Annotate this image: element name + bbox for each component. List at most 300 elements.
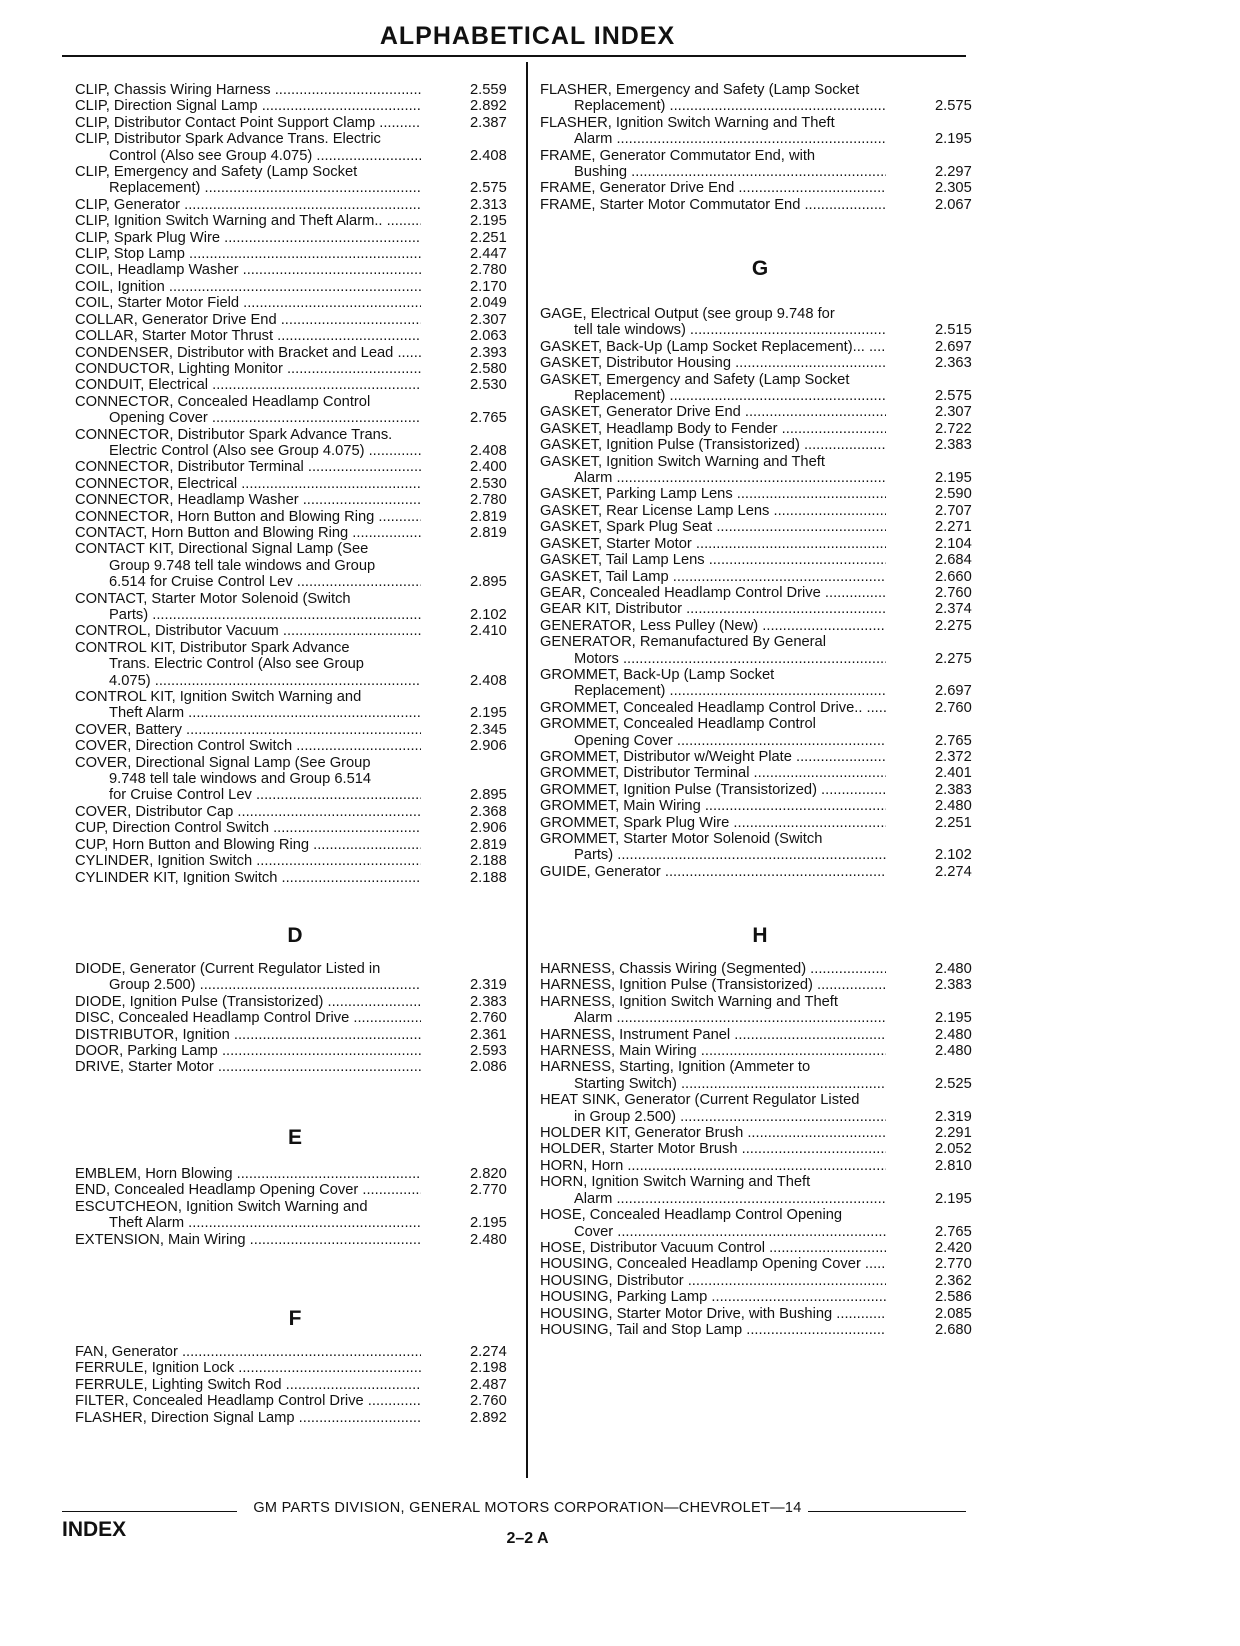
- index-entry: [75, 1360, 515, 1376]
- entry-text: [540, 115, 886, 148]
- entry-page-ref: 2.275: [935, 617, 972, 634]
- index-entry: [75, 525, 515, 541]
- index-entry: [540, 421, 980, 437]
- entry-line: Bushing .....: [540, 164, 886, 180]
- entry-text: [540, 815, 886, 831]
- entry-line: GEAR, Concealed Headlamp Control Drive .....: [540, 585, 886, 601]
- entry-page-ref: 2.780: [470, 492, 507, 509]
- index-entry: [540, 977, 980, 993]
- entry-page-ref: 2.195: [470, 213, 507, 230]
- entry-text: [75, 197, 421, 213]
- entry-page-ref: 2.530: [470, 475, 507, 492]
- entry-line: HOUSING, Parking Lamp .....: [540, 1289, 886, 1305]
- entry-page-ref: 2.195: [935, 131, 972, 148]
- section-f: [75, 1344, 515, 1426]
- index-entry: [540, 404, 980, 420]
- index-entry: [75, 492, 515, 508]
- index-entry: [540, 355, 980, 371]
- entry-line: FLASHER, Emergency and Safety (Lamp Socket: [540, 82, 860, 98]
- entry-page-ref: 2.372: [935, 748, 972, 765]
- index-entry: [75, 1344, 515, 1360]
- entry-line: HORN, Horn .....: [540, 1158, 886, 1174]
- entry-text: [540, 1322, 886, 1338]
- index-entry: [75, 246, 515, 262]
- entry-line: FLASHER, Ignition Switch Warning and Theft: [540, 114, 835, 131]
- entry-line: in Group 2.500) .....: [540, 1109, 886, 1125]
- entry-line: FAN, Generator .....: [75, 1344, 421, 1360]
- entry-line: GROMMET, Ignition Pulse (Transistorized) .....: [540, 782, 886, 798]
- entry-text: [75, 82, 421, 98]
- entry-page-ref: 2.593: [470, 1043, 507, 1060]
- index-entry: [540, 1125, 980, 1141]
- entry-text: [540, 1273, 886, 1289]
- entry-page-ref: 2.408: [470, 147, 507, 164]
- entry-line: COVER, Distributor Cap .....: [75, 804, 421, 820]
- left-column-f-list: [75, 1344, 515, 1426]
- entry-page-ref: 2.188: [470, 853, 507, 870]
- entry-page-ref: 2.660: [935, 568, 972, 585]
- entry-line: HORN, Ignition Switch Warning and Theft: [540, 1174, 811, 1191]
- index-entry: [75, 230, 515, 246]
- letter-heading-e: E: [287, 1126, 302, 1149]
- entry-text: [75, 295, 421, 311]
- entry-page-ref: 2.271: [935, 519, 972, 536]
- entry-text: [75, 1360, 421, 1376]
- index-entry: [75, 98, 515, 114]
- entry-text: [540, 1059, 886, 1092]
- entry-text: [540, 716, 886, 749]
- entry-line: GASKET, Parking Lamp Lens .....: [540, 486, 886, 502]
- entry-text: [75, 164, 421, 197]
- entry-page-ref: 2.307: [935, 404, 972, 421]
- entry-page-ref: 2.770: [470, 1182, 507, 1199]
- entry-text: [540, 421, 886, 437]
- entry-page-ref: 2.480: [935, 1043, 972, 1060]
- entry-page-ref: 2.401: [935, 765, 972, 782]
- entry-line: CONTROL, Distributor Vacuum .....: [75, 623, 421, 639]
- entry-text: [75, 541, 421, 590]
- entry-line: CUP, Horn Button and Blowing Ring .....: [75, 837, 421, 853]
- entry-line: DRIVE, Starter Motor .....: [75, 1059, 421, 1075]
- entry-page-ref: 2.895: [470, 574, 507, 591]
- entry-line: Replacement) .....: [540, 683, 886, 699]
- entry-page-ref: 2.307: [470, 311, 507, 328]
- entry-text: [540, 1125, 886, 1141]
- entry-page-ref: 2.684: [935, 552, 972, 569]
- left-column-e-list: [75, 1166, 515, 1248]
- entry-text: [75, 312, 421, 328]
- entry-line: Alarm .....: [540, 1010, 886, 1026]
- entry-line: GASKET, Back-Up (Lamp Socket Replacement)... .....: [540, 339, 886, 355]
- entry-text: [540, 618, 886, 634]
- entry-line: CLIP, Distributor Spark Advance Trans. Electric: [75, 131, 381, 148]
- entry-text: [75, 755, 421, 804]
- index-entry: [75, 623, 515, 639]
- entry-line: GROMMET, Starter Motor Solenoid (Switch: [540, 831, 823, 847]
- entry-line: DOOR, Parking Lamp .....: [75, 1043, 421, 1059]
- entry-line: 4.075) .....: [75, 673, 421, 689]
- entry-line: tell tale windows) .....: [540, 322, 886, 338]
- entry-text: [540, 961, 886, 977]
- index-entry: [540, 765, 980, 781]
- index-entry: [540, 1240, 980, 1256]
- left-column-e: [75, 1127, 515, 1149]
- entry-page-ref: 2.052: [935, 1141, 972, 1158]
- entry-text: [75, 394, 421, 427]
- entry-page-ref: 2.368: [470, 803, 507, 820]
- entry-text: [75, 1344, 421, 1360]
- entry-page-ref: 2.195: [935, 1010, 972, 1027]
- entry-line: Replacement) .....: [540, 388, 886, 404]
- entry-line: COIL, Headlamp Washer .....: [75, 262, 421, 278]
- entry-text: [75, 591, 421, 624]
- entry-line: HOUSING, Tail and Stop Lamp .....: [540, 1322, 886, 1338]
- entry-text: [540, 486, 886, 502]
- entry-line: CONDUCTOR, Lighting Monitor .....: [75, 361, 421, 377]
- index-entry: [540, 82, 980, 115]
- entry-line: FRAME, Starter Motor Commutator End .....: [540, 197, 886, 213]
- entry-page-ref: 2.906: [470, 738, 507, 755]
- entry-text: [540, 1092, 886, 1125]
- entry-page-ref: 2.198: [470, 1360, 507, 1377]
- entry-text: [540, 601, 886, 617]
- entry-line: FRAME, Generator Commutator End, with: [540, 147, 816, 164]
- entry-line: Replacement) .....: [540, 98, 886, 114]
- entry-text: [75, 279, 421, 295]
- entry-line: FLASHER, Direction Signal Lamp .....: [75, 1410, 421, 1426]
- entry-line: Alarm .....: [540, 131, 886, 147]
- index-entry: [540, 536, 980, 552]
- entry-text: [75, 1010, 421, 1026]
- entry-line: GASKET, Emergency and Safety (Lamp Socket: [540, 371, 850, 388]
- entry-line: Trans. Electric Control (Also see Group: [109, 656, 364, 673]
- entry-page-ref: 2.387: [470, 114, 507, 131]
- entry-page-ref: 2.313: [470, 196, 507, 213]
- entry-text: [75, 213, 421, 229]
- index-entry: [75, 870, 515, 886]
- entry-page-ref: 2.063: [470, 328, 507, 345]
- entry-text: [75, 427, 421, 460]
- entry-line: HOLDER KIT, Generator Brush .....: [540, 1125, 886, 1141]
- entry-line: for Cruise Control Lev .....: [75, 787, 421, 803]
- entry-page-ref: 2.275: [935, 650, 972, 667]
- entry-page-ref: 2.697: [935, 338, 972, 355]
- index-entry: [540, 486, 980, 502]
- index-entry: [540, 700, 980, 716]
- index-entry: [75, 164, 515, 197]
- index-entry: [540, 716, 980, 749]
- index-entry: [540, 831, 980, 864]
- entry-line: GASKET, Generator Drive End .....: [540, 404, 886, 420]
- entry-page-ref: 2.195: [470, 1215, 507, 1232]
- index-entry: [540, 148, 980, 181]
- entry-line: CLIP, Chassis Wiring Harness .....: [75, 82, 421, 98]
- entry-line: HOSE, Distributor Vacuum Control .....: [540, 1240, 886, 1256]
- entry-page-ref: 2.525: [935, 1075, 972, 1092]
- entry-text: [75, 1377, 421, 1393]
- entry-page-ref: 2.580: [470, 360, 507, 377]
- index-entry: [540, 1043, 980, 1059]
- index-entry: [75, 738, 515, 754]
- entry-line: DISTRIBUTOR, Ignition .....: [75, 1027, 421, 1043]
- entry-page-ref: 2.319: [470, 977, 507, 994]
- entry-line: EMBLEM, Horn Blowing .....: [75, 1166, 421, 1182]
- entry-text: [75, 509, 421, 525]
- index-entry: [75, 279, 515, 295]
- entry-page-ref: 2.086: [470, 1059, 507, 1076]
- right-column-g-list: [540, 306, 980, 880]
- entry-line: GROMMET, Concealed Headlamp Control Drive.. .....: [540, 700, 886, 716]
- entry-text: [75, 853, 421, 869]
- entry-page-ref: 2.102: [470, 607, 507, 623]
- entry-text: [75, 525, 421, 541]
- entry-text: [75, 994, 421, 1010]
- entry-page-ref: 2.697: [935, 683, 972, 700]
- section-c: [75, 82, 515, 886]
- entry-page-ref: 2.447: [470, 246, 507, 263]
- index-entry: [75, 459, 515, 475]
- entry-line: CYLINDER KIT, Ignition Switch .....: [75, 870, 421, 886]
- entry-page-ref: 2.575: [470, 180, 507, 197]
- entry-line: HOSE, Concealed Headlamp Control Opening: [540, 1207, 843, 1224]
- entry-text: [540, 994, 886, 1027]
- entry-line: Theft Alarm .....: [75, 1215, 421, 1231]
- entry-page-ref: 2.820: [470, 1166, 507, 1182]
- entry-line: Starting Switch) .....: [540, 1076, 886, 1092]
- entry-page-ref: 2.819: [470, 836, 507, 853]
- entry-line: HARNESS, Chassis Wiring (Segmented) .....: [540, 961, 886, 977]
- index-entry: [540, 782, 980, 798]
- entry-line: CUP, Direction Control Switch .....: [75, 820, 421, 836]
- entry-text: [75, 492, 421, 508]
- entry-text: [540, 1240, 886, 1256]
- entry-line: CONNECTOR, Electrical .....: [75, 476, 421, 492]
- index-entry: [75, 1410, 515, 1426]
- entry-line: HOUSING, Concealed Headlamp Opening Cover .....: [540, 1256, 886, 1272]
- entry-line: GASKET, Ignition Switch Warning and Theft: [540, 453, 825, 470]
- index-entry: [540, 372, 980, 405]
- entry-text: [540, 355, 886, 371]
- entry-text: [75, 640, 421, 689]
- index-entry: [75, 591, 515, 624]
- entry-page-ref: 2.393: [470, 344, 507, 361]
- entry-line: Parts) .....: [540, 847, 886, 863]
- entry-text: [540, 197, 886, 213]
- entry-page-ref: 2.305: [935, 180, 972, 197]
- entry-line: DISC, Concealed Headlamp Control Drive .....: [75, 1010, 421, 1026]
- entry-line: Cover .....: [540, 1224, 886, 1240]
- entry-page-ref: 2.530: [470, 377, 507, 394]
- entry-text: [540, 1141, 886, 1157]
- entry-page-ref: 2.274: [470, 1344, 507, 1360]
- left-column-d-list: [75, 961, 515, 1076]
- entry-page-ref: 2.345: [470, 721, 507, 738]
- entry-page-ref: 2.251: [935, 814, 972, 831]
- entry-line: HARNESS, Starting, Ignition (Ammeter to: [540, 1059, 811, 1076]
- entry-text: [540, 536, 886, 552]
- entry-text: [540, 831, 886, 864]
- index-entry: [75, 994, 515, 1010]
- entry-text: [75, 722, 421, 738]
- entry-line: Control (Also see Group 4.075) .....: [75, 148, 421, 164]
- index-entry: [75, 1010, 515, 1026]
- index-entry: [540, 1289, 980, 1305]
- entry-text: [540, 339, 886, 355]
- entry-line: CONDUIT, Electrical .....: [75, 377, 421, 393]
- entry-line: DIODE, Ignition Pulse (Transistorized) .....: [75, 994, 421, 1010]
- entry-text: [75, 377, 421, 393]
- entry-page-ref: 2.765: [935, 1223, 972, 1240]
- entry-page-ref: 2.104: [935, 535, 972, 552]
- left-column-f: [75, 1308, 515, 1330]
- entry-line: GROMMET, Concealed Headlamp Control: [540, 716, 816, 733]
- entry-line: CONNECTOR, Horn Button and Blowing Ring .....: [75, 509, 421, 525]
- section-e: [75, 1166, 515, 1248]
- title-rule: [62, 55, 966, 57]
- entry-line: Electric Control (Also see Group 4.075) .....: [75, 443, 421, 459]
- entry-line: CONTROL KIT, Ignition Switch Warning and: [75, 689, 362, 706]
- entry-line: COIL, Starter Motor Field .....: [75, 295, 421, 311]
- entry-page-ref: 2.420: [935, 1239, 972, 1256]
- entry-text: [540, 306, 886, 339]
- entry-text: [75, 1059, 421, 1075]
- entry-line: GASKET, Tail Lamp .....: [540, 569, 886, 585]
- entry-text: [75, 1027, 421, 1043]
- letter-heading-g: G: [751, 257, 769, 280]
- entry-text: [75, 476, 421, 492]
- entry-line: HOUSING, Distributor .....: [540, 1273, 886, 1289]
- index-entry: [540, 1027, 980, 1043]
- index-entry: [75, 1377, 515, 1393]
- entry-page-ref: 2.819: [470, 524, 507, 541]
- index-entry: [75, 804, 515, 820]
- entry-page-ref: 2.722: [935, 420, 972, 437]
- entry-line: Motors .....: [540, 651, 886, 667]
- index-entry: [540, 634, 980, 667]
- entry-page-ref: 2.760: [935, 699, 972, 716]
- index-entry: [540, 1273, 980, 1289]
- index-entry: [75, 1232, 515, 1248]
- entry-text: [540, 765, 886, 781]
- entry-page-ref: 2.575: [935, 388, 972, 405]
- entry-page-ref: 2.480: [935, 1026, 972, 1043]
- right-column-g: [540, 258, 980, 280]
- index-entry: [540, 815, 980, 831]
- index-entry: [75, 295, 515, 311]
- index-entry: [75, 213, 515, 229]
- index-entry: [75, 755, 515, 804]
- index-entry: [75, 262, 515, 278]
- entry-line: CLIP, Direction Signal Lamp .....: [75, 98, 421, 114]
- entry-line: 9.748 tell tale windows and Group 6.514: [109, 771, 372, 788]
- entry-page-ref: 2.707: [935, 502, 972, 519]
- entry-line: CLIP, Ignition Switch Warning and Theft Alarm.. .....: [75, 213, 421, 229]
- index-entry: [540, 1207, 980, 1240]
- entry-page-ref: 2.480: [935, 798, 972, 815]
- entry-line: COVER, Directional Signal Lamp (See Group: [75, 754, 371, 771]
- entry-text: [75, 1043, 421, 1059]
- entry-line: HARNESS, Main Wiring .....: [540, 1043, 886, 1059]
- entry-page-ref: 2.480: [470, 1231, 507, 1248]
- entry-page-ref: 2.810: [935, 1157, 972, 1174]
- entry-page-ref: 2.765: [935, 732, 972, 749]
- entry-line: DIODE, Generator (Current Regulator Listed in: [75, 961, 381, 977]
- right-column-h: [540, 925, 980, 947]
- page-number: 2–2 A: [506, 1530, 549, 1547]
- entry-text: [75, 689, 421, 722]
- index-entry: [75, 961, 515, 994]
- entry-line: GENERATOR, Remanufactured By General: [540, 634, 826, 651]
- entry-line: GASKET, Ignition Pulse (Transistorized) .....: [540, 437, 886, 453]
- entry-text: [540, 1158, 886, 1174]
- entry-line: EXTENSION, Main Wiring .....: [75, 1232, 421, 1248]
- index-entry: [540, 864, 980, 880]
- entry-page-ref: 2.251: [470, 229, 507, 246]
- index-entry: [75, 394, 515, 427]
- index-entry: [540, 1174, 980, 1207]
- entry-line: GENERATOR, Less Pulley (New) .....: [540, 618, 886, 634]
- entry-line: FRAME, Generator Drive End .....: [540, 180, 886, 196]
- entry-text: [540, 437, 886, 453]
- entry-text: [540, 148, 886, 181]
- index-entry: [540, 306, 980, 339]
- entry-line: GASKET, Headlamp Body to Fender .....: [540, 421, 886, 437]
- entry-line: HOUSING, Starter Motor Drive, with Bushing .....: [540, 1306, 886, 1322]
- index-entry: [75, 820, 515, 836]
- entry-line: END, Concealed Headlamp Opening Cover .....: [75, 1182, 421, 1198]
- entry-line: GUIDE, Generator .....: [540, 864, 886, 880]
- index-entry: [540, 339, 980, 355]
- entry-text: [75, 246, 421, 262]
- entry-text: [540, 1027, 886, 1043]
- letter-heading-f: F: [288, 1307, 302, 1330]
- right-column-h-list: [540, 961, 980, 1338]
- entry-text: [75, 961, 421, 994]
- entry-text: [540, 585, 886, 601]
- entry-page-ref: 2.085: [935, 1305, 972, 1322]
- entry-line: CYLINDER, Ignition Switch .....: [75, 853, 421, 869]
- page-title: ALPHABETICAL INDEX: [379, 22, 676, 50]
- entry-line: CLIP, Distributor Contact Point Support Clamp .....: [75, 115, 421, 131]
- index-entry: [540, 115, 980, 148]
- entry-text: [75, 623, 421, 639]
- index-entry: [75, 427, 515, 460]
- entry-page-ref: 2.363: [935, 355, 972, 372]
- entry-page-ref: 2.361: [470, 1026, 507, 1043]
- entry-page-ref: 2.383: [935, 437, 972, 454]
- index-entry: [75, 722, 515, 738]
- index-entry: [75, 476, 515, 492]
- entry-text: [75, 459, 421, 475]
- entry-line: Theft Alarm .....: [75, 705, 421, 721]
- index-entry: [540, 1141, 980, 1157]
- entry-line: FERRULE, Lighting Switch Rod .....: [75, 1377, 421, 1393]
- entry-page-ref: 2.760: [470, 1010, 507, 1027]
- entry-page-ref: 2.765: [470, 410, 507, 427]
- index-entry: [540, 618, 980, 634]
- index-entry: [75, 853, 515, 869]
- section-g: [540, 306, 980, 880]
- entry-page-ref: 2.383: [470, 993, 507, 1010]
- entry-page-ref: 2.383: [935, 781, 972, 798]
- entry-line: GROMMET, Main Wiring .....: [540, 798, 886, 814]
- entry-page-ref: 2.906: [470, 820, 507, 837]
- entry-text: [540, 1207, 886, 1240]
- index-entry: [540, 503, 980, 519]
- entry-line: HARNESS, Ignition Switch Warning and Theft: [540, 993, 838, 1010]
- entry-text: [540, 404, 886, 420]
- entry-page-ref: 2.049: [470, 295, 507, 312]
